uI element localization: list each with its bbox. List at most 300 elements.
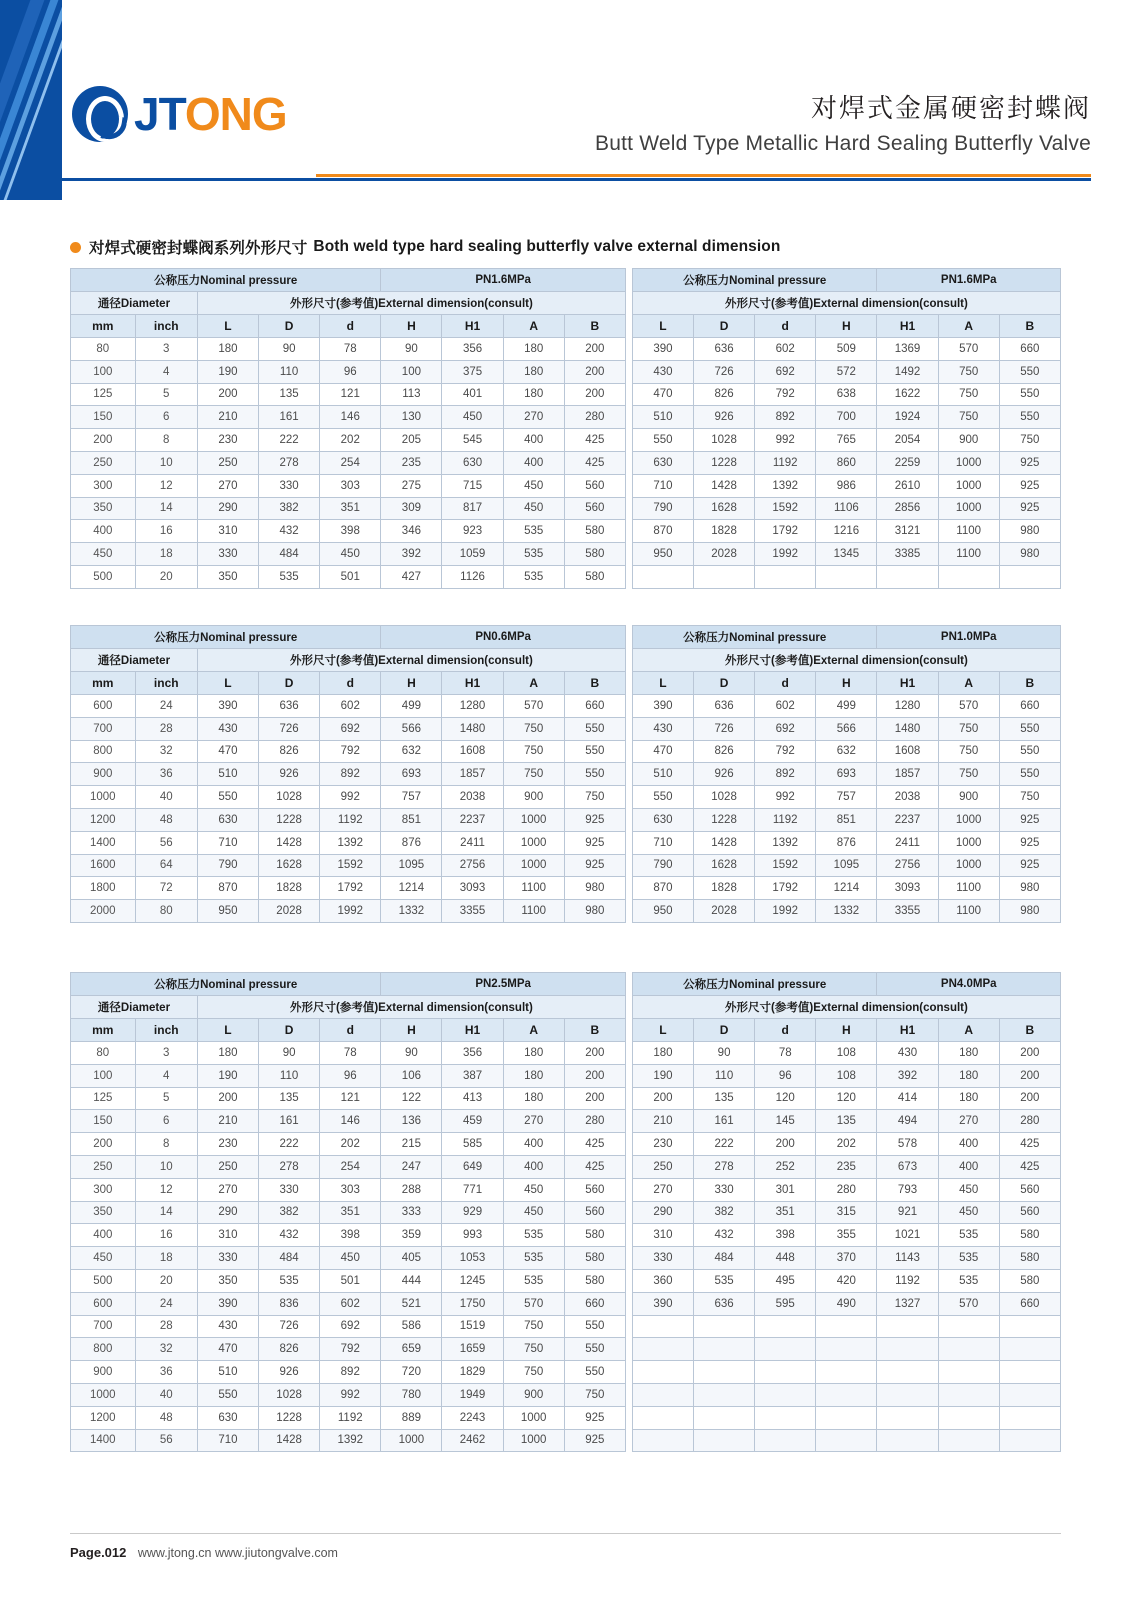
cell-left-a: 535 <box>503 565 564 588</box>
cell-right-h: 1106 <box>816 497 877 520</box>
cell-left-d: 826 <box>259 740 320 763</box>
cell-left-d: 1028 <box>259 1383 320 1406</box>
cell-left-h: 1095 <box>381 854 442 877</box>
cell-right-d: 1428 <box>694 831 755 854</box>
cell-left-a: 450 <box>503 497 564 520</box>
cell-left-a: 180 <box>503 1087 564 1110</box>
cell-left-d: 135 <box>259 383 320 406</box>
cell-left-l: 430 <box>197 1315 258 1338</box>
cell-left-d: 202 <box>320 429 381 452</box>
header-col-a-right: A <box>938 672 999 695</box>
page-title-en: Butt Weld Type Metallic Hard Sealing Butterfly Valve <box>595 132 1091 155</box>
cell-left-l: 350 <box>197 565 258 588</box>
cell-right-h1: 673 <box>877 1155 938 1178</box>
table-row <box>71 1269 1061 1292</box>
cell-right-h1: 1021 <box>877 1224 938 1247</box>
cell-right-d: 1428 <box>694 474 755 497</box>
cell-right-b: 560 <box>999 1178 1060 1201</box>
cell-left-b: 200 <box>564 360 625 383</box>
cell-left-a: 180 <box>503 1042 564 1065</box>
cell-right-h1: 3093 <box>877 877 938 900</box>
cell-right-h: 108 <box>816 1064 877 1087</box>
table-header-columns <box>71 672 1061 695</box>
cell-right-d: 792 <box>755 383 816 406</box>
header-col-d-right: D <box>694 315 755 338</box>
cell-left-d: 432 <box>259 1224 320 1247</box>
cell-right-h1: 3355 <box>877 900 938 923</box>
cell-left-h: 235 <box>381 451 442 474</box>
cell-inch: 12 <box>135 474 197 497</box>
cell-left-b: 200 <box>564 383 625 406</box>
header-col-b-right: B <box>999 315 1060 338</box>
cell-left-a: 900 <box>503 786 564 809</box>
cell-left-d: 161 <box>259 1110 320 1133</box>
cell-right-d: 1392 <box>755 831 816 854</box>
cell-right-h: 120 <box>816 1087 877 1110</box>
table-row <box>71 1042 1061 1065</box>
table-header-pressure <box>71 973 1061 996</box>
cell-left-d: 398 <box>320 1224 381 1247</box>
cell-mm: 800 <box>71 1338 136 1361</box>
cell-inch: 5 <box>135 1087 197 1110</box>
cell-left-a: 1100 <box>503 900 564 923</box>
cell-left-h: 720 <box>381 1361 442 1384</box>
cell-right-b: 425 <box>999 1133 1060 1156</box>
cell-right-h1: 1369 <box>877 338 938 361</box>
table-2 <box>70 625 1061 923</box>
cell-right-d: 595 <box>755 1292 816 1315</box>
cell-left-a: 535 <box>503 1224 564 1247</box>
cell-left-d: 636 <box>259 695 320 718</box>
cell-right-d <box>694 565 755 588</box>
table-row <box>71 1338 1061 1361</box>
cell-mm: 100 <box>71 360 136 383</box>
cell-left-h: 359 <box>381 1224 442 1247</box>
cell-right-h1 <box>877 1361 938 1384</box>
cell-left-a: 535 <box>503 1247 564 1270</box>
cell-left-b: 980 <box>564 900 625 923</box>
cell-right-b: 550 <box>999 717 1060 740</box>
cell-left-d: 992 <box>320 786 381 809</box>
cell-left-h1: 1053 <box>442 1247 503 1270</box>
cell-right-l: 180 <box>632 1042 693 1065</box>
cell-left-l: 200 <box>197 383 258 406</box>
cell-left-h: 1214 <box>381 877 442 900</box>
header-col-d-left: D <box>259 1019 320 1042</box>
cell-left-d: 1228 <box>259 1406 320 1429</box>
cell-right-b: 550 <box>999 406 1060 429</box>
cell-right-d: 1028 <box>694 786 755 809</box>
cell-right-h: 490 <box>816 1292 877 1315</box>
cell-left-h: 247 <box>381 1155 442 1178</box>
cell-right-a: 450 <box>938 1178 999 1201</box>
cell-right-h1: 414 <box>877 1087 938 1110</box>
cell-left-l: 710 <box>197 831 258 854</box>
cell-left-d: 1192 <box>320 808 381 831</box>
cell-right-a: 750 <box>938 360 999 383</box>
cell-right-l: 870 <box>632 520 693 543</box>
cell-right-h1: 2054 <box>877 429 938 452</box>
cell-right-h1 <box>877 1383 938 1406</box>
cell-right-b: 200 <box>999 1087 1060 1110</box>
cell-inch: 20 <box>135 565 197 588</box>
cell-left-h: 90 <box>381 338 442 361</box>
cell-right-d: 1592 <box>755 497 816 520</box>
table-row <box>71 740 1061 763</box>
cell-inch: 40 <box>135 786 197 809</box>
cell-left-d: 2028 <box>259 900 320 923</box>
cell-right-d: 992 <box>755 786 816 809</box>
cell-right-d: 351 <box>755 1201 816 1224</box>
cell-inch: 20 <box>135 1269 197 1292</box>
cell-right-l: 710 <box>632 474 693 497</box>
cell-right-a: 750 <box>938 763 999 786</box>
cell-right-d: 278 <box>694 1155 755 1178</box>
cell-inch: 36 <box>135 763 197 786</box>
cell-left-b: 980 <box>564 877 625 900</box>
cell-right-d <box>755 1338 816 1361</box>
cell-left-d: 1192 <box>320 1406 381 1429</box>
cell-mm: 1000 <box>71 1383 136 1406</box>
cell-right-d: 826 <box>694 740 755 763</box>
header-col-l-right: L <box>632 1019 693 1042</box>
cell-left-d: 278 <box>259 1155 320 1178</box>
cell-left-h1: 1750 <box>442 1292 503 1315</box>
cell-left-h1: 1280 <box>442 695 503 718</box>
cell-right-d: 792 <box>755 740 816 763</box>
cell-left-h1: 993 <box>442 1224 503 1247</box>
cell-left-d: 501 <box>320 1269 381 1292</box>
cell-left-b: 580 <box>564 565 625 588</box>
cell-left-d: 110 <box>259 360 320 383</box>
cell-left-d: 602 <box>320 1292 381 1315</box>
cell-left-h: 205 <box>381 429 442 452</box>
cell-right-a: 570 <box>938 1292 999 1315</box>
cell-left-l: 330 <box>197 543 258 566</box>
cell-left-b: 580 <box>564 1224 625 1247</box>
cell-left-b: 550 <box>564 763 625 786</box>
cell-right-l: 310 <box>632 1224 693 1247</box>
cell-left-d: 1828 <box>259 877 320 900</box>
cell-left-a: 535 <box>503 520 564 543</box>
header-pressure-value-left: PN2.5MPa <box>381 973 626 996</box>
cell-right-h1: 1608 <box>877 740 938 763</box>
cell-right-d: 78 <box>755 1042 816 1065</box>
cell-right-b: 925 <box>999 854 1060 877</box>
table-header-pressure <box>71 626 1061 649</box>
cell-left-d: 330 <box>259 1178 320 1201</box>
cell-right-b: 560 <box>999 1201 1060 1224</box>
cell-right-h1: 430 <box>877 1042 938 1065</box>
cell-left-d: 202 <box>320 1133 381 1156</box>
cell-right-d <box>694 1338 755 1361</box>
cell-left-h: 444 <box>381 1269 442 1292</box>
cell-left-a: 180 <box>503 338 564 361</box>
cell-right-a <box>938 1383 999 1406</box>
footer-websites: www.jtong.cn www.jiutongvalve.com <box>137 1546 338 1560</box>
cell-left-d: 792 <box>320 740 381 763</box>
cell-left-d: 602 <box>320 695 381 718</box>
cell-left-d: 121 <box>320 383 381 406</box>
logo-text-jt: JT <box>134 88 185 140</box>
table-row <box>71 429 1061 452</box>
cell-right-a: 900 <box>938 786 999 809</box>
cell-right-l <box>632 1429 693 1452</box>
cell-right-d <box>694 1361 755 1384</box>
cell-right-h1: 1480 <box>877 717 938 740</box>
header-col-b-left: B <box>564 1019 625 1042</box>
cell-right-b: 200 <box>999 1064 1060 1087</box>
cell-left-l: 950 <box>197 900 258 923</box>
table-row <box>71 1087 1061 1110</box>
cell-inch: 48 <box>135 1406 197 1429</box>
header-col-h1-right: H1 <box>877 672 938 695</box>
cell-right-h1: 1924 <box>877 406 938 429</box>
cell-right-d: 1392 <box>755 474 816 497</box>
cell-left-h1: 356 <box>442 338 503 361</box>
cell-left-h1: 1608 <box>442 740 503 763</box>
cell-right-b: 200 <box>999 1042 1060 1065</box>
cell-right-h: 757 <box>816 786 877 809</box>
cell-left-d: 836 <box>259 1292 320 1315</box>
cell-left-b: 200 <box>564 1042 625 1065</box>
dimension-table-1 <box>70 268 1061 589</box>
cell-left-h: 130 <box>381 406 442 429</box>
cell-left-h: 757 <box>381 786 442 809</box>
cell-mm: 150 <box>71 1110 136 1133</box>
header-col-l-left: L <box>197 672 258 695</box>
cell-right-d: 120 <box>755 1087 816 1110</box>
cell-right-h: 1216 <box>816 520 877 543</box>
cell-right-b: 980 <box>999 520 1060 543</box>
cell-right-h: 638 <box>816 383 877 406</box>
cell-left-h: 876 <box>381 831 442 854</box>
header-col-h-left: H <box>381 672 442 695</box>
cell-right-d <box>694 1315 755 1338</box>
header-pressure-value-right: PN1.0MPa <box>877 626 1061 649</box>
logo-text-ong: ONG <box>184 88 287 140</box>
cell-right-a: 1100 <box>938 543 999 566</box>
cell-left-b: 925 <box>564 831 625 854</box>
cell-inch: 28 <box>135 1315 197 1338</box>
cell-left-d: 692 <box>320 717 381 740</box>
cell-right-b: 425 <box>999 1155 1060 1178</box>
table-row <box>71 1247 1061 1270</box>
cell-right-h: 851 <box>816 808 877 831</box>
cell-right-d: 1792 <box>755 520 816 543</box>
table-row <box>71 1064 1061 1087</box>
cell-left-h: 215 <box>381 1133 442 1156</box>
cell-mm: 80 <box>71 338 136 361</box>
cell-right-d: 692 <box>755 360 816 383</box>
cell-left-l: 390 <box>197 1292 258 1315</box>
cell-left-d: 1428 <box>259 831 320 854</box>
cell-left-h1: 649 <box>442 1155 503 1178</box>
cell-inch: 4 <box>135 360 197 383</box>
cell-right-l <box>632 1383 693 1406</box>
cell-inch: 6 <box>135 1110 197 1133</box>
cell-right-h: 499 <box>816 695 877 718</box>
cell-left-l: 210 <box>197 406 258 429</box>
cell-left-h: 122 <box>381 1087 442 1110</box>
cell-left-h: 499 <box>381 695 442 718</box>
footer-divider <box>70 1533 1061 1534</box>
cell-right-l <box>632 1406 693 1429</box>
table-row <box>71 565 1061 588</box>
cell-right-b: 280 <box>999 1110 1060 1133</box>
cell-right-b <box>999 565 1060 588</box>
cell-right-d <box>755 1429 816 1452</box>
cell-inch: 3 <box>135 1042 197 1065</box>
cell-right-a: 750 <box>938 740 999 763</box>
cell-left-b: 425 <box>564 451 625 474</box>
cell-left-a: 400 <box>503 1155 564 1178</box>
cell-right-l: 710 <box>632 831 693 854</box>
cell-right-b: 980 <box>999 877 1060 900</box>
cell-right-l: 950 <box>632 900 693 923</box>
cell-right-l: 430 <box>632 717 693 740</box>
cell-right-l: 630 <box>632 451 693 474</box>
cell-inch: 80 <box>135 900 197 923</box>
cell-left-h1: 715 <box>442 474 503 497</box>
cell-right-d: 161 <box>694 1110 755 1133</box>
cell-left-h1: 375 <box>442 360 503 383</box>
cell-right-a: 1100 <box>938 900 999 923</box>
cell-right-d: 200 <box>755 1133 816 1156</box>
cell-left-d: 90 <box>259 1042 320 1065</box>
cell-right-h1: 1327 <box>877 1292 938 1315</box>
cell-left-d: 892 <box>320 1361 381 1384</box>
cell-left-a: 570 <box>503 695 564 718</box>
cell-left-l: 310 <box>197 520 258 543</box>
cell-left-b: 425 <box>564 1155 625 1178</box>
cell-mm: 600 <box>71 695 136 718</box>
cell-left-a: 900 <box>503 1383 564 1406</box>
table-3 <box>70 972 1061 1452</box>
cell-left-b: 580 <box>564 1247 625 1270</box>
cell-right-h1: 2411 <box>877 831 938 854</box>
header-col-d-right: d <box>755 672 816 695</box>
cell-right-h: 1345 <box>816 543 877 566</box>
cell-left-h1: 771 <box>442 1178 503 1201</box>
cell-right-b <box>999 1429 1060 1452</box>
cell-left-d: 826 <box>259 1338 320 1361</box>
dimension-table-3 <box>70 972 1061 1452</box>
cell-left-b: 560 <box>564 1201 625 1224</box>
header-col-l-left: L <box>197 1019 258 1042</box>
cell-right-l <box>632 1361 693 1384</box>
header-blue-band <box>0 0 62 200</box>
header-nominal-pressure-right: 公称压力Nominal pressure <box>632 626 877 649</box>
cell-left-h: 889 <box>381 1406 442 1429</box>
header-col-h1-left: H1 <box>442 672 503 695</box>
cell-right-b <box>999 1338 1060 1361</box>
cell-right-l: 790 <box>632 497 693 520</box>
cell-left-h: 566 <box>381 717 442 740</box>
cell-right-d: 1192 <box>755 451 816 474</box>
cell-right-d: 96 <box>755 1064 816 1087</box>
section-title-en: Both weld type hard sealing butterfly valve external dimension <box>313 238 781 255</box>
cell-right-a: 1000 <box>938 497 999 520</box>
header-diameter-left: 通径Diameter <box>71 649 198 672</box>
cell-left-l: 510 <box>197 1361 258 1384</box>
cell-right-d <box>694 1383 755 1406</box>
cell-right-h: 700 <box>816 406 877 429</box>
cell-right-d <box>755 1361 816 1384</box>
cell-right-d: 382 <box>694 1201 755 1224</box>
cell-left-a: 400 <box>503 451 564 474</box>
cell-left-l: 790 <box>197 854 258 877</box>
cell-inch: 28 <box>135 717 197 740</box>
cell-inch: 40 <box>135 1383 197 1406</box>
table-header-pressure <box>71 269 1061 292</box>
cell-right-a <box>938 1429 999 1452</box>
cell-left-a: 450 <box>503 474 564 497</box>
header-col-d-left: d <box>320 315 381 338</box>
cell-left-h: 1332 <box>381 900 442 923</box>
cell-right-l <box>632 565 693 588</box>
cell-left-b: 660 <box>564 1292 625 1315</box>
header-col-h-right: H <box>816 315 877 338</box>
cell-right-d: 1828 <box>694 520 755 543</box>
cell-left-l: 230 <box>197 429 258 452</box>
cell-right-a: 450 <box>938 1201 999 1224</box>
cell-right-b: 660 <box>999 1292 1060 1315</box>
cell-left-b: 280 <box>564 406 625 429</box>
table-row <box>71 1224 1061 1247</box>
header-external-dim-left: 外形尺寸(参考值)External dimension(consult) <box>197 996 625 1019</box>
cell-right-d: 1228 <box>694 808 755 831</box>
cell-left-l: 270 <box>197 1178 258 1201</box>
cell-left-l: 230 <box>197 1133 258 1156</box>
table-row <box>71 717 1061 740</box>
header-col-d-left: d <box>320 1019 381 1042</box>
header-col-h1-left: H1 <box>442 1019 503 1042</box>
cell-right-h: 986 <box>816 474 877 497</box>
header-pressure-value-right: PN4.0MPa <box>877 973 1061 996</box>
cell-left-l: 430 <box>197 717 258 740</box>
cell-right-h1: 2237 <box>877 808 938 831</box>
table-1 <box>70 268 1061 589</box>
cell-left-b: 925 <box>564 1429 625 1452</box>
section-title-cn: 对焊式硬密封蝶阀系列外形尺寸 <box>89 240 308 257</box>
cell-left-d: 382 <box>259 497 320 520</box>
cell-right-d: 398 <box>755 1224 816 1247</box>
cell-left-h1: 2756 <box>442 854 503 877</box>
cell-left-l: 710 <box>197 1429 258 1452</box>
cell-right-a: 750 <box>938 383 999 406</box>
table-row <box>71 338 1061 361</box>
cell-left-h: 586 <box>381 1315 442 1338</box>
cell-mm: 125 <box>71 383 136 406</box>
cell-right-b: 980 <box>999 900 1060 923</box>
cell-right-l: 290 <box>632 1201 693 1224</box>
cell-left-h: 100 <box>381 360 442 383</box>
cell-right-b: 925 <box>999 808 1060 831</box>
cell-right-d: 926 <box>694 763 755 786</box>
cell-mm: 300 <box>71 1178 136 1201</box>
cell-inch: 5 <box>135 383 197 406</box>
cell-left-b: 750 <box>564 786 625 809</box>
header-external-dim-right: 外形尺寸(参考值)External dimension(consult) <box>632 292 1060 315</box>
cell-left-d: 484 <box>259 543 320 566</box>
cell-left-h1: 1126 <box>442 565 503 588</box>
cell-left-h1: 585 <box>442 1133 503 1156</box>
cell-right-b: 580 <box>999 1224 1060 1247</box>
cell-inch: 32 <box>135 740 197 763</box>
cell-mm: 400 <box>71 1224 136 1247</box>
cell-left-l: 470 <box>197 740 258 763</box>
